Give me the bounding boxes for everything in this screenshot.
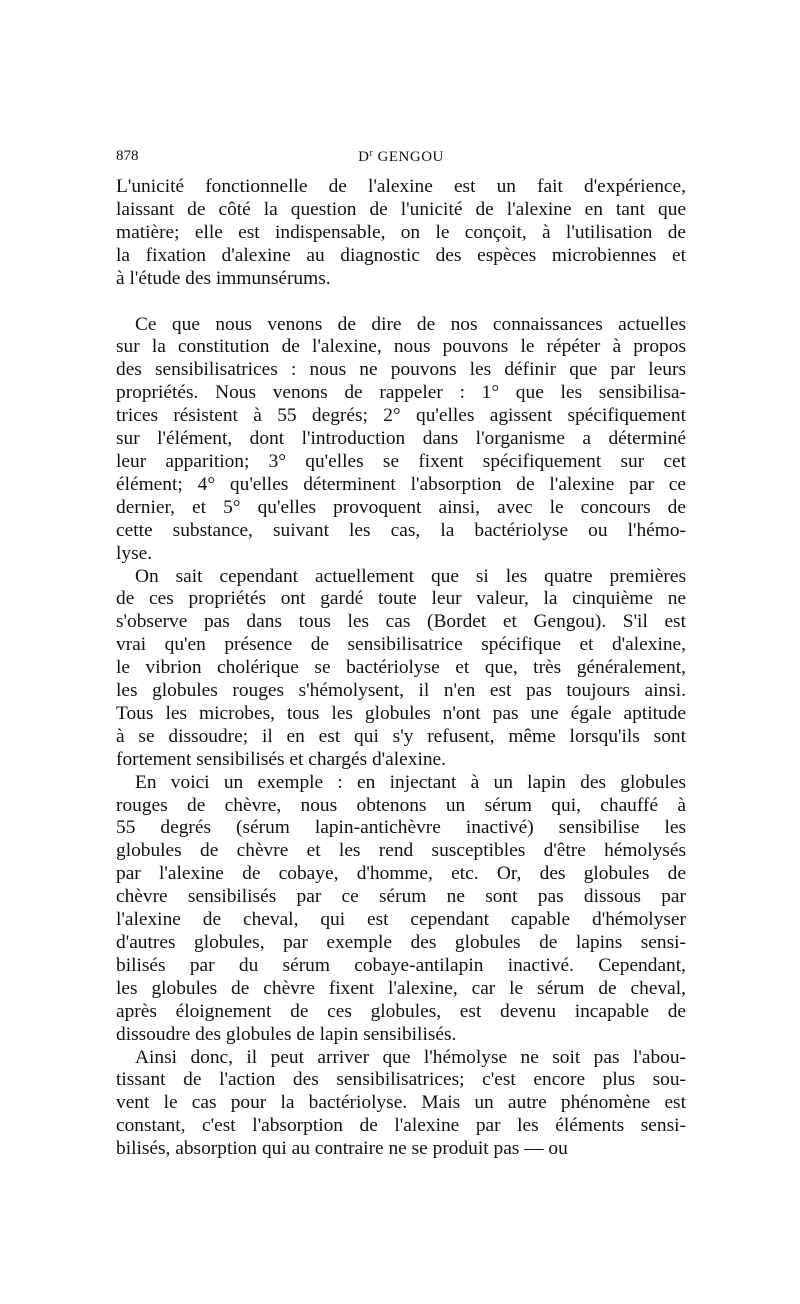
text-line: élément; 4° qu'elles déterminent l'absorption de l'alexine par ce <box>116 473 686 495</box>
text-line: dernier, et 5° qu'elles provoquent ainsi, avec le concours de <box>116 496 686 518</box>
text-line: sur la constitution de l'alexine, nous pouvons le répéter à propos <box>116 336 686 358</box>
text-line: L'unicité fonctionnelle de l'alexine est un fait d'expérience, <box>116 176 686 197</box>
page-number: 878 <box>116 148 139 164</box>
text-line: fortement sensibilisés et chargés d'alexine. <box>116 748 446 770</box>
text-line: lyse. <box>116 542 153 564</box>
text-line: leur apparition; 3° qu'elles se fixent spécifiquement sur cet <box>116 450 686 472</box>
author-prefix: D <box>358 149 370 165</box>
text-line: sur l'élément, dont l'introduction dans l'organisme a déterminé <box>116 428 686 450</box>
text-line: trices résistent à 55 degrés; 2° qu'elles agissent spécifiquement <box>116 405 686 427</box>
text-line: En voici un exemple : en injectant à un lapin des globules <box>135 771 686 793</box>
text-line: la fixation d'alexine au diagnostic des espèces microbiennes et <box>116 244 686 266</box>
text-line: vent le cas pour la bactériolyse. Mais un autre phénomène est <box>116 1092 686 1114</box>
text-line: laissant de côté la question de l'unicité de l'alexine en tant que <box>116 198 686 220</box>
text-line: des sensibilisatrices : nous ne pouvons les définir que par leurs <box>116 359 686 381</box>
text-line: le vibrion cholérique se bactériolyse et que, très généralement, <box>116 657 686 679</box>
paragraph <box>116 314 686 566</box>
text-line: On sait cependant actuellement que si les quatre premières <box>135 565 686 587</box>
text-line: cette substance, suivant les cas, la bactériolyse ou l'hémo- <box>116 519 686 541</box>
text-line: de ces propriétés ont gardé toute leur valeur, la cinquième ne <box>116 588 686 610</box>
text-line: Tous les microbes, tous les globules n'ont pas une égale aptitude <box>116 702 686 724</box>
body-text <box>116 176 686 1161</box>
text-line: s'observe pas dans tous les cas (Bordet et Gengou). S'il est <box>116 611 686 633</box>
paragraph <box>116 176 686 291</box>
text-line: vrai qu'en présence de sensibilisatrice spécifique et d'alexine, <box>116 634 686 656</box>
text-line: constant, c'est l'absorption de l'alexine par les éléments sensi- <box>116 1115 686 1137</box>
text-line: à l'étude des immunsérums. <box>116 267 331 289</box>
text-line: Ainsi donc, il peut arriver que l'hémolyse ne soit pas l'abou- <box>135 1046 686 1068</box>
paragraph <box>116 772 686 1047</box>
text-line: 55 degrés (sérum lapin-antichèvre inactivé) sensibilise les <box>116 817 686 839</box>
paragraph <box>116 1047 686 1162</box>
text-line: par l'alexine de cobaye, d'homme, etc. Or, des globules de <box>116 863 686 885</box>
text-line: les globules rouges s'hémolysent, il n'en est pas toujours ainsi. <box>116 680 686 702</box>
text-line: bilisés, absorption qui au contraire ne se produit pas — ou <box>116 1138 568 1160</box>
text-line: après éloignement de ces globules, est devenu incapable de <box>116 1000 686 1022</box>
text-line: matière; elle est indispensable, on le conçoit, à l'utilisation de <box>116 221 686 243</box>
paragraph <box>116 566 686 772</box>
text-line: bilisés par du sérum cobaye-antilapin inactivé. Cependant, <box>116 954 686 976</box>
text-line: d'autres globules, par exemple des globules de lapins sensi- <box>116 932 686 953</box>
text-line: chèvre sensibilisés par ce sérum ne sont pas dissous par <box>116 886 686 908</box>
text-line: propriétés. Nous venons de rappeler : 1° que les sensibilisa- <box>116 382 686 404</box>
text-line: les globules de chèvre fixent l'alexine, car le sérum de cheval, <box>116 977 686 999</box>
running-head-author <box>116 148 686 166</box>
text-line: Ce que nous venons de dire de nos connaissances actuelles <box>135 313 686 335</box>
text-line: l'alexine de cheval, qui est cependant capable d'hémolyser <box>116 909 686 931</box>
text-line: à se dissoudre; il en est qui s'y refusent, même lorsqu'ils sont <box>116 725 686 747</box>
author-prefix-superscript: r <box>369 148 374 159</box>
text-line: rouges de chèvre, nous obtenons un sérum qui, chauffé à <box>116 794 686 816</box>
text-line: dissoudre des globules de lapin sensibilisés. <box>116 1023 457 1045</box>
paragraph-gap <box>116 291 686 314</box>
running-header <box>116 148 686 170</box>
author-name: GENGOU <box>377 149 444 165</box>
text-line: globules de chèvre et les rend susceptibles d'être hémolysés <box>116 840 686 862</box>
text-line: tissant de l'action des sensibilisatrices; c'est encore plus sou- <box>116 1069 686 1091</box>
book-page <box>116 148 686 1161</box>
